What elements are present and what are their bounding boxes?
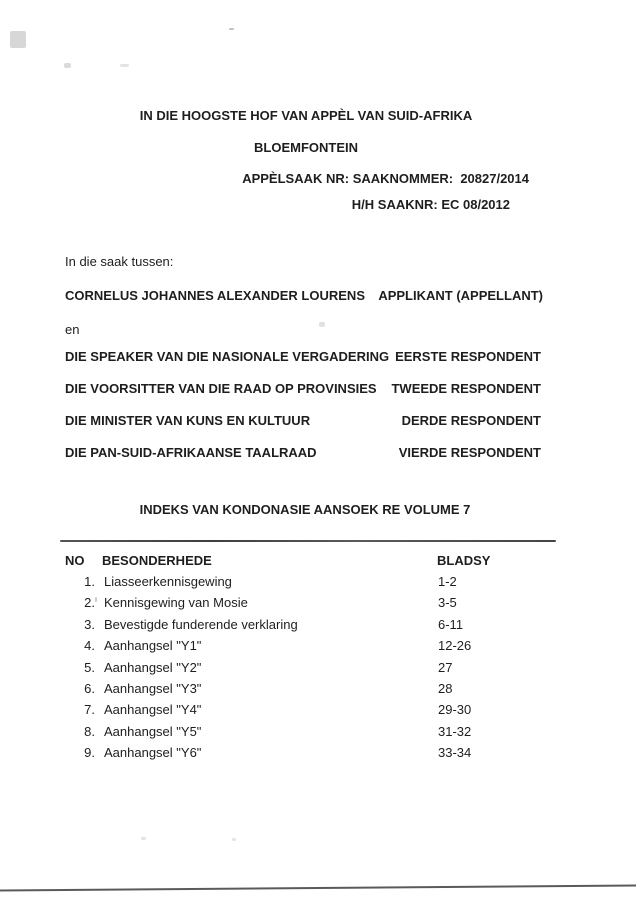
column-header-description: BESONDERHEDE	[102, 553, 212, 568]
scan-artifact	[319, 322, 325, 327]
row-number: 3.	[84, 616, 95, 632]
respondent-name: DIE VOORSITTER VAN DIE RAAD OP PROVINSIES	[65, 380, 377, 396]
row-pages: 28	[438, 680, 453, 696]
index-title: INDEKS VAN KONDONASIE AANSOEK RE VOLUME 7	[139, 502, 471, 517]
row-description: Bevestigde funderende verklaring	[104, 616, 298, 632]
scan-artifact	[64, 63, 71, 68]
respondent-role: EERSTE RESPONDENT	[395, 348, 541, 364]
row-number: 6.	[84, 680, 95, 696]
row-description: Aanhangsel "Y4"	[104, 702, 202, 718]
scan-artifact	[120, 64, 129, 67]
row-pages: 12-26	[438, 638, 472, 654]
applicant-row	[65, 288, 543, 303]
index-row	[0, 614, 636, 635]
respondent-name: DIE SPEAKER VAN DIE NASIONALE VERGADERING	[65, 348, 390, 364]
respondent-name: DIE PAN-SUID-AFRIKAANSE TAALRAAD	[65, 444, 317, 460]
respondent-row	[65, 404, 541, 436]
row-description: Aanhangsel "Y1"	[104, 638, 202, 654]
index-row	[0, 721, 636, 742]
scan-artifact	[229, 28, 234, 30]
row-description: Liasseerkennisgewing	[104, 574, 232, 589]
index-row	[0, 742, 636, 763]
row-pages: 1-2	[438, 574, 457, 589]
respondent-row	[65, 436, 541, 468]
scan-artifact	[141, 837, 146, 840]
row-number: 9.	[84, 745, 95, 761]
row-number: 2.	[84, 595, 95, 611]
court-city: BLOEMFONTEIN	[254, 140, 358, 155]
row-pages: 31-32	[438, 723, 472, 739]
row-pages: 6-11	[438, 616, 464, 632]
high-court-ref-line: H/H SAAKNR: EC 08/2012	[351, 197, 510, 212]
scan-artifact	[232, 838, 236, 841]
row-number: 8.	[84, 723, 95, 739]
applicant-name: CORNELUS JOHANNES ALEXANDER LOURENS	[65, 288, 365, 303]
respondent-role: TWEEDE RESPONDENT	[391, 380, 541, 396]
respondent-row	[65, 372, 541, 404]
column-header-pages: BLADSY	[437, 553, 491, 568]
row-pages: 27	[438, 659, 453, 675]
applicant-role: APPLIKANT (APPELLANT)	[378, 288, 543, 303]
row-number: 5.	[84, 659, 95, 675]
index-row	[0, 678, 636, 699]
index-row	[0, 699, 636, 720]
index-divider-rule	[60, 540, 556, 542]
respondent-name: DIE MINISTER VAN KUNS EN KULTUUR	[65, 412, 311, 428]
row-description: Aanhangsel "Y3"	[104, 680, 202, 696]
index-row	[0, 657, 636, 678]
row-pages: 33-34	[438, 745, 472, 761]
index-row	[0, 635, 636, 656]
respondent-role: VIERDE RESPONDENT	[398, 444, 541, 460]
index-row	[0, 571, 636, 592]
respondent-role: DERDE RESPONDENT	[401, 412, 541, 428]
row-pages: 3-5	[438, 595, 457, 611]
row-pages: 29-30	[438, 702, 472, 718]
row-description: Aanhangsel "Y6"	[104, 745, 202, 761]
appeal-case-number-line: APPÈLSAAK NR: SAAKNOMMER: 20827/2014	[242, 171, 529, 186]
row-number: 7.	[84, 702, 95, 718]
court-title: IN DIE HOOGSTE HOF VAN APPÈL VAN SUID-AFRIKA	[139, 108, 473, 123]
scan-artifact	[10, 31, 26, 48]
row-description: Aanhangsel "Y2"	[104, 659, 202, 675]
index-row	[0, 592, 636, 613]
respondents-list	[65, 340, 541, 468]
row-description: Kennisgewing van Mosie	[104, 595, 248, 611]
row-number: 1.	[84, 574, 95, 589]
conjunction-line: en	[65, 322, 80, 337]
row-description: Aanhangsel "Y5"	[104, 723, 202, 739]
respondent-row	[65, 340, 541, 372]
column-header-no: NO	[65, 553, 85, 568]
case-intro-line: In die saak tussen:	[65, 254, 174, 269]
scan-edge-line	[0, 884, 636, 891]
index-table-rows	[0, 571, 636, 764]
row-number: 4.	[84, 638, 95, 654]
